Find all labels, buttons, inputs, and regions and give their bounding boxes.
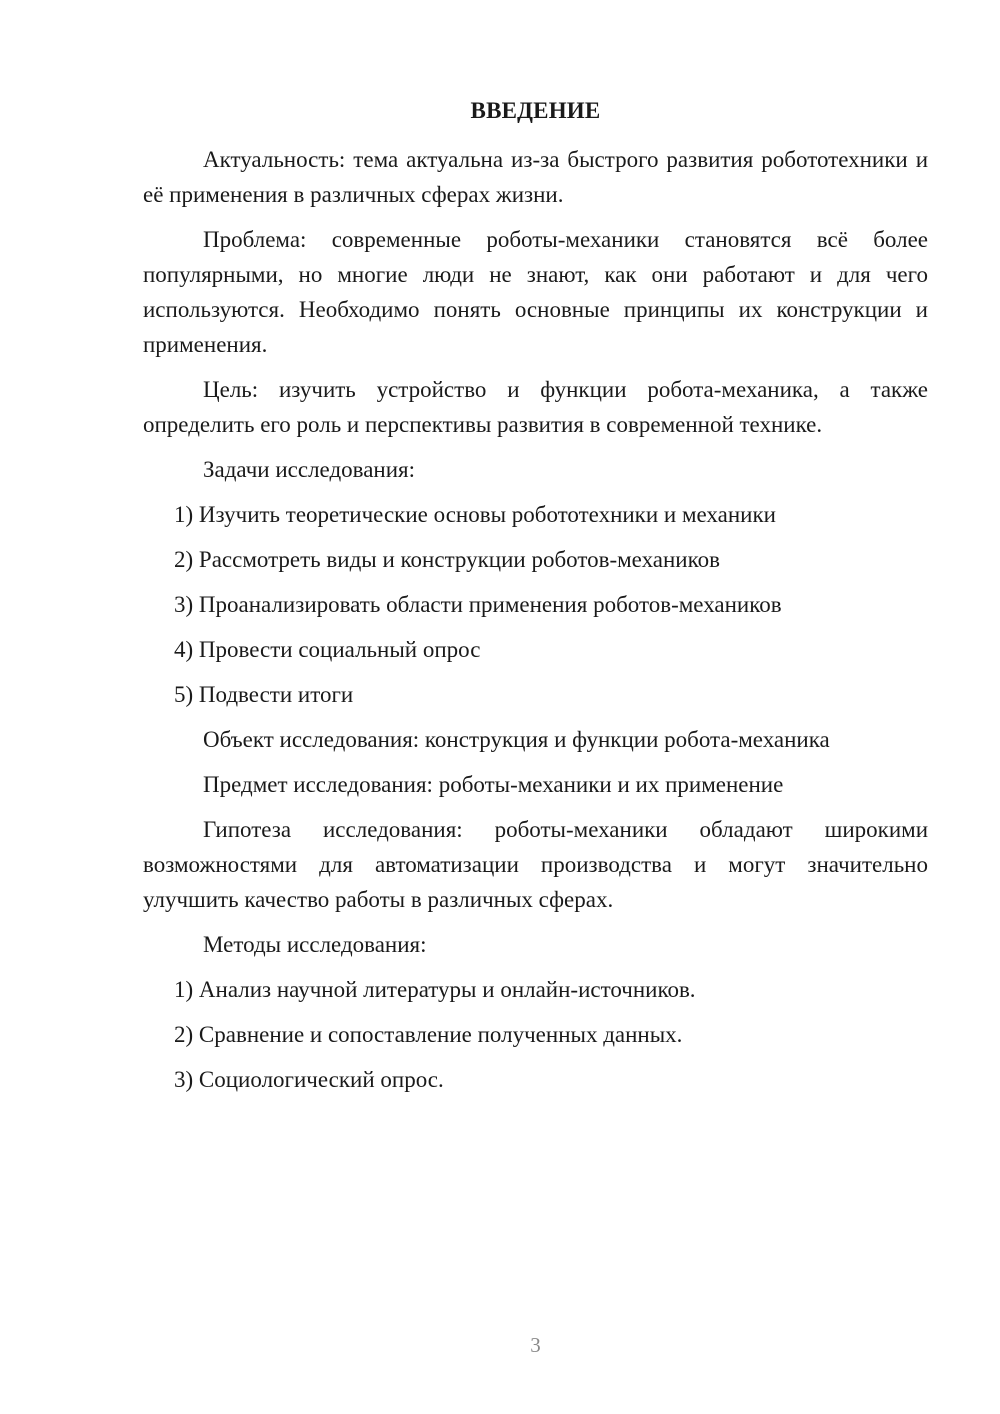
paragraph-goal: Цель: изучить устройство и функции робота-механика, а также определить его роль и перспективы развития в современной технике.	[143, 377, 928, 437]
paragraph-relevance: Актуальность: тема актуальна из-за быстрого развития робототехники и её применения в различных сферах жизни.	[143, 147, 928, 207]
tasks-heading: Задачи исследования:	[203, 457, 416, 482]
task-item-5: 5) Подвести итоги	[174, 682, 354, 707]
task-item-3: 3) Проанализировать области применения роботов-механиков	[174, 592, 782, 617]
paragraph-problem: Проблема: современные роботы-механики становятся всё более популярными, но многие люди не знают, как они работают и для чего используются. Необходимо понять основные принципы их конструкции и применения.	[143, 227, 928, 357]
section-title: ВВЕДЕНИЕ	[470, 98, 601, 123]
page-number: 3	[530, 1333, 541, 1357]
method-item-2: 2) Сравнение и сопоставление полученных данных.	[174, 1022, 683, 1047]
task-item-2: 2) Рассмотреть виды и конструкции роботов-механиков	[174, 547, 720, 572]
paragraph-hypothesis: Гипотеза исследования: роботы-механики обладают широкими возможностями для автоматизации производства и могут значительно улучшить качество работы в различных сферах.	[143, 817, 928, 912]
document-page	[143, 0, 928, 1414]
task-item-4: 4) Провести социальный опрос	[174, 637, 481, 662]
method-item-3: 3) Социологический опрос.	[174, 1067, 444, 1092]
method-item-1: 1) Анализ научной литературы и онлайн-источников.	[174, 977, 696, 1002]
paragraph-object: Объект исследования: конструкция и функции робота-механика	[203, 727, 830, 752]
paragraph-subject: Предмет исследования: роботы-механики и их применение	[203, 772, 784, 797]
methods-heading: Методы исследования:	[203, 932, 427, 957]
section-body	[143, 142, 928, 1107]
task-item-1: 1) Изучить теоретические основы робототехники и механики	[174, 502, 776, 527]
